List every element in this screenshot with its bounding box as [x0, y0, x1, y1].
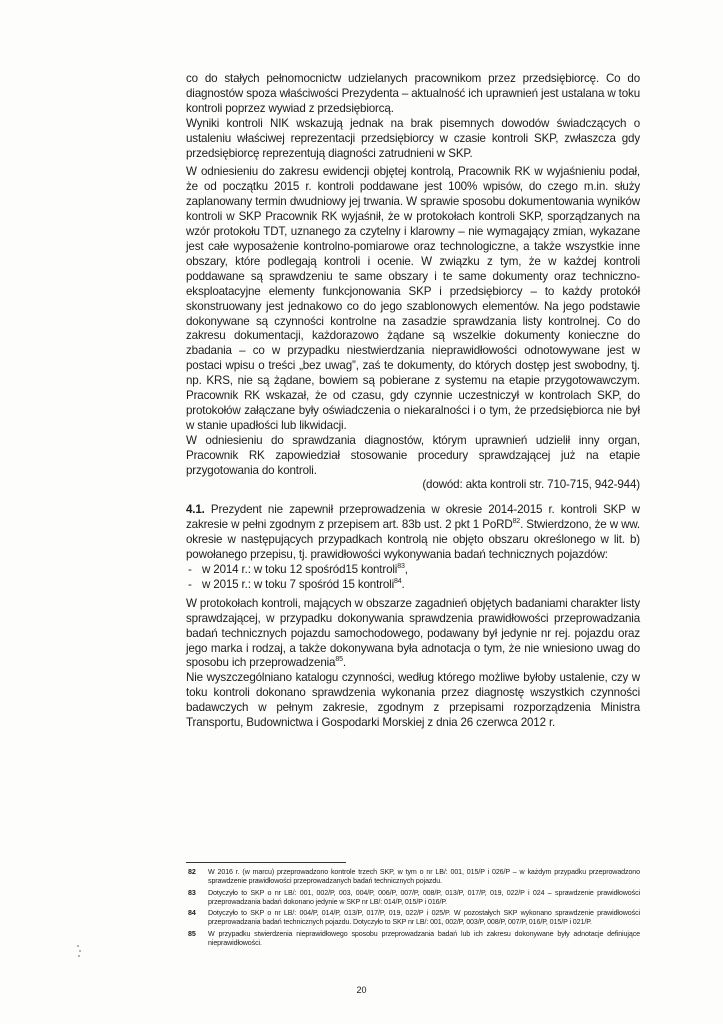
footnote-85 — [186, 930, 640, 949]
paragraph-representation-continued: co do stałych pełnomocnictw udzielanych pracownikom przez przedsiębiorcę. Co do diagnostów spoza właściwości Prezydenta – aktualność ich uprawnień jest ustalana w toku kontroli poprzez wywiad z przedsiębiorcą. — [186, 72, 640, 115]
paragraph-protocols-end: . — [342, 656, 346, 670]
footnote-separator — [186, 862, 346, 863]
footnote-text: Dotyczyło to SKP o nr LB/: 004/P, 014/P, 013/P, 017/P, 019, 022/P i 025/P. W pozostałych SKP wykonano sprawdzenie prawidłowości przeprowadzania badań technicznych pojazdu. Dotyczyło to SKP nr LB/: 001, 002/P, 003/P, 008/P, 007/P, 016/P, 015/P i 021/P. — [208, 909, 640, 927]
section-number: 4.1. — [186, 503, 205, 517]
section-4-1 — [186, 503, 640, 563]
paragraph-records-scope: W odniesieniu do zakresu ewidencji objętej kontrolą, Pracownik RK w wyjaśnieniu podał, że od początku 2015 r. kontroli poddawane jest 100% wpisów, do czego m.in. służy zaplanowany termin dwudniowy jej trwania. W sprawie sposobu dokumentowania wyników kontroli w SKP Pracownik RK wyjaśnił, że w protokołach kontroli SKP, sporządzanych na wzór protokołu TDT, uznanego za czytelny i klarowny – nie wymagający zmian, wykazane jest całe wyposażenie kontrolno-pomiarowe oraz technologiczne, a także wszystkie inne obszary, które podlegają kontroli i ocenie. W związku z tym, że w każdej kontroli poddawane są sprawdzeniu te same obszary i te same dokumenty oraz techniczno-eksploatacyjne elementy funkcjonowania SKP i przedsiębiorcy – to każdy protokół skonstruowany jest jednakowo co do jego szablonowych elementów. Na jego podstawie dokonywane są czynności kontrolne na zasadzie sprawdzania listy kontrolnej. Co do zakresu dokumentacji, każdorazowo żądane są wszelkie dokumenty konieczne do zbadania – co w przypadku niestwierdzania nieprawidłowości odnotowywane jest w postaci wpisu o treści „bez uwag”, zaś te dokumenty, do których dostęp jest swobodny, tj. np. KRS, nie są żądane, bowiem są pobierane z systemu na etapie przygotowawczym. Pracownik RK wskazał, że od czasu, gdy czynnie uczestniczył w kontrolach SKP, do protokołów załączane były oświadczenia o niekaralności i o tym, że przedsiębiorca nie był w stanie upadłości lub likwidacji. — [186, 165, 640, 432]
findings-list — [186, 563, 640, 593]
main-text — [186, 72, 640, 731]
footnote-text: W 2016 r. (w marcu) przeprowadzono kontrole trzech SKP, w tym o nr LB/: 001, 015/P i 026/P – w każdym przypadku przeprowadzono sprawdzenie prawidłowości przeprowadzanych badań technicznych pojazdu. — [208, 868, 640, 886]
footnote-number: 84 — [188, 909, 196, 918]
section-4-1-tail: . Stwierdzono, że w ww. okresie w następujących przypadkach kontrolą nie objęto obszaru określonego w lit. b) powołanego przepisu, tj. prawidłowości wykonywania badań technicznych pojazdów: — [186, 518, 640, 562]
footnote-ref-85[interactable]: 85 — [335, 656, 343, 664]
footnote-82 — [186, 868, 640, 887]
footnote-number: 82 — [188, 868, 196, 876]
footnote-number: 83 — [188, 888, 196, 897]
footnote-83 — [186, 889, 640, 908]
paragraph-catalogue: Nie wyszczególniano katalogu czynności, według którego możliwe byłoby ustalenie, czy w toku kontroli dokonano sprawdzenia wykonania przez diagnostę wszystkich czynności badawczych w pełnym zakresie, zgodnym z przepisami rozporządzenia Ministra Transportu, Budownictwa i Gospodarki Morskiej z dnia 26 czerwca 2012 r. — [186, 671, 640, 730]
footnote-84 — [186, 909, 640, 928]
list-item-end: , — [404, 563, 408, 576]
footnotes — [186, 868, 640, 950]
scan-speck — [77, 945, 81, 959]
page-number: 20 — [356, 985, 367, 995]
paragraph-protocols-text: W protokołach kontroli, mających w obszarze zagadnień objętych badaniami charakter listy sprawdzającej, w przypadku dokonywania sprawdzenia prawidłowości przeprowadzania badań technicznych pojazdu samochodowego, podawany był jedynie nr rej. pojazdu oraz jego marka i rodzaj, a także dokonywana była adnotacja o tym, że nie wniesiono uwag do sposobu ich przeprowadzenia — [186, 596, 640, 670]
section-4-1-text: Prezydent nie zapewnił przeprowadzenia w okresie 2014-2015 r. kontroli SKP w zakresie w pełni zgodnym z przepisem art. 83b ust. 2 pkt 1 PoRD — [186, 503, 640, 532]
footnote-ref-82[interactable]: 82 — [512, 518, 521, 526]
list-item-end: . — [401, 577, 405, 591]
paragraph-protocols — [186, 597, 640, 672]
list-item-text: w 2015 r.: w toku 7 spośród 15 kontroli — [202, 577, 394, 591]
list-item-text: w 2014 r.: w toku 12 spośród15 kontroli — [202, 563, 398, 576]
paragraph-nik-findings: Wyniki kontroli NIK wskazują jednak na brak pisemnych dowodów świadczących o ustaleniu właściwej reprezentacji przedsiębiorcy w czasie kontroli SKP, zwłaszcza gdy przedsiębiorcę reprezentują diagności zatrudnieni w SKP. — [186, 116, 640, 160]
evidence-reference: (dowód: akta kontroli str. 710-715, 942-944) — [422, 478, 640, 492]
list-item — [186, 578, 640, 593]
footnote-ref-83[interactable]: 83 — [397, 563, 405, 571]
footnote-text: W przypadku stwierdzenia nieprawidłowego sposobu przeprowadzania badań lub ich zakresu dokonywane były adnotacje definiujące nieprawidłowości. — [208, 929, 640, 948]
footnote-ref-84[interactable]: 84 — [394, 578, 402, 586]
list-item — [186, 563, 640, 578]
footnote-text: Dotyczyło to SKP o nr LB/: 001, 002/P, 003, 004/P, 006/P, 007/P, 008/P, 013/P, 017/P, 019, 022/P i 024 – sprawdzenie prawidłowości przeprowadzania badań dokonano jedynie w SKP nr LB/: 014/P, 015/P i 016/P. — [208, 888, 640, 906]
footnote-number: 85 — [188, 929, 196, 938]
paragraph-diagnosticians-check: W odniesieniu do sprawdzania diagnostów, którym uprawnień udzielił inny organ, Pracownik RK zapowiedział stosowanie procedury sprawdzającej już na etapie przygotowania do kontroli. — [186, 433, 640, 477]
